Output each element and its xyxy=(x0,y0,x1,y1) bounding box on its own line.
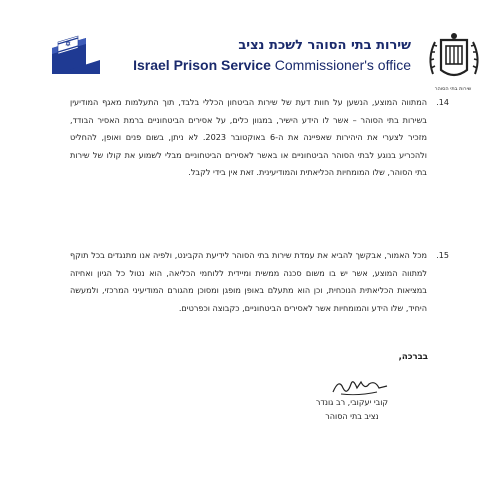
signer-title: נציב בתי הסוהר xyxy=(325,412,379,421)
paragraph-number: .14 xyxy=(436,98,449,107)
signature-image xyxy=(329,374,391,398)
signer-name: קובי יעקובי, רב גונדר xyxy=(315,398,389,407)
header-english-title xyxy=(81,56,411,74)
paragraph-text: מכל האמור, אבקשך להביא את עמדת שירות בתי הסוהר לידיעת הקבינט, ולפיה אנו מתנגדים בכל תוקף למתווה המוצע, אשר יש בו משום סכנה ממשית ומיידית ללוחמי הכליאה, הוא נטול כל הגיון ואחיזה במציאות הכליאתית הנוכחית, וכן הוא מתעלם באופן מופגן ומסוכן מהגורם המודיעיני המרכזי, ולמעשה היחיד, שלו הידע והמומחיות אשר לאסירים הביטחוניים, כקבוצה וכפרטים. xyxy=(70,250,427,313)
header-english-bold: Israel Prison Service xyxy=(133,57,271,73)
paragraph-text: המתווה המוצע, הנשען על חוות דעת של שירות הביטחון הכללי בלבד, תוך התעלמות מאגף המודיעין בשירות בתי הסוהר – אשר לו הידע הישיר, במגוון כלים, על אסירים הביטחוניים ברמת האסיר הבודד, מזכיר לצערי את היהירות שאפיינה את ה-6 באוקטובר 2023. לא ניתן, בשום פנים ואופן, להחליט ולהכריע בנוגע לבתי הסוהר הביטחוניים או באשר לאסירים הביטחוניים מבלי לשמוע את קולו של שירות בתי הסוהר, שלו המומחיות הכליאתית והמודיעינית. זאת אין בידי לקבל. xyxy=(70,97,428,178)
emblem-caption: שירות בתי הסוהר xyxy=(434,86,472,92)
paragraph-15 xyxy=(70,247,449,317)
header-english-rest: Commissioner's office xyxy=(274,57,411,73)
paragraph-number: .15 xyxy=(436,251,449,260)
closing-greeting: בברכה, xyxy=(398,352,428,362)
paragraph-14 xyxy=(70,94,449,182)
prison-service-emblem-icon xyxy=(423,30,485,88)
header-titles xyxy=(81,38,411,74)
header-hebrew-title: שירות בתי הסוהר לשכת נציב xyxy=(238,38,411,53)
